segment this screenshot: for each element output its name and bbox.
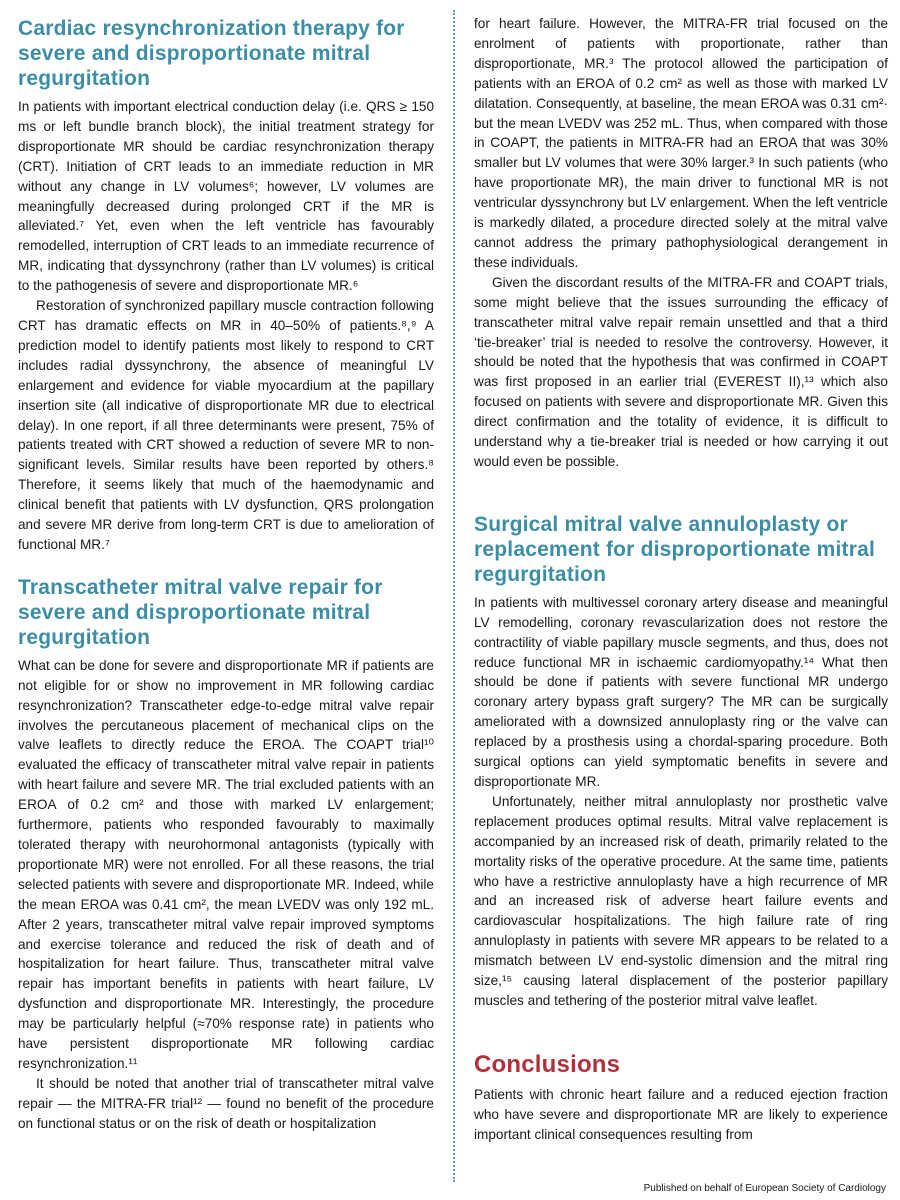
paragraph: What can be done for severe and disproportionate MR if patients are not eligible for or show no improvement in MR following cardiac resynchronization? Transcatheter edge-to-edge mitral valve repair involves the percutaneous placement of mechanical clips on the valve leaflets to directly reduce the EROA. The COAPT trial¹⁰ evaluated the efficacy of transcatheter mitral valve repair in patients with heart failure and severe MR. The trial excluded patients with an EROA of 0.2 cm² and those with marked LV enlargement; furthermore, patients who responded favourably to maximally tolerated therapy with neurohormonal antagonists (typically with proportionate MR) were not enrolled. For all these reasons, the trial selected patients with severe and disproportionate MR. Indeed, while the mean EROA was 0.41 cm², the mean LVEDV was only 192 mL. After 2 years, transcatheter mitral valve repair improved symptoms and exercise tolerance and reduced the risk of death and of hospitalization for heart failure. Thus, transcatheter mitral valve repair has important benefits in patients with heart failure, LV dysfunction and disproportionate MR. Interestingly, the procedure may be particularly helpful (≈70% response rate) in patients who have persistent disproportionate MR following cardiac resynchronization.¹¹	[18, 657, 434, 1071]
left-column	[18, 0, 434, 1134]
section-heading-transcatheter: Transcatheter mitral valve repair for severe and disproportionate mitral regurgitation	[18, 575, 383, 649]
section-heading-surgical: Surgical mitral valve annuloplasty or replacement for disproportionate mitral regurgitation	[474, 512, 876, 586]
section-heading-crt: Cardiac resynchronization therapy for severe and disproportionate mitral regurgitation	[18, 17, 405, 90]
paragraph: In patients with important electrical conduction delay (i.e. QRS ≥ 150 ms or left bundle branch block), the initial treatment strategy for disproportionate MR should be cardiac resynchronization therapy (CRT). Initiation of CRT leads to an immediate reduction in MR without any change in LV volumes⁶; however, LV volumes are meaningfully decreased during prolonged CRT if the MR is alleviated.⁷ Yet, even when the left ventricle has favourably remodelled, interruption of CRT leads to an immediate recurrence of MR, indicating that dyssynchrony (rather than LV volumes) is critical to the pathogenesis of severe and disproportionate MR.⁶	[18, 99, 434, 294]
section-heading-conclusions: Conclusions	[474, 1050, 621, 1078]
paragraph: Restoration of synchronized papillary muscle contraction following CRT has dramatic effects on MR in 40–50% of patients.⁸,⁹ A prediction model to identify patients most likely to respond to CRT includes radial dyssynchrony, the absence of meaningful LV enlargement and evidence for viable myocardium at the papillary insertion site (all indicative of disproportionate MR due to electrical delay). In one report, if all three determinants were present, 75% of patients treated with CRT showed a reduction of severe MR to non-significant levels. Similar results have been reported by others.⁸ Therefore, it seems likely that much of the haemodynamic and clinical benefit that patients with LV dysfunction, QRS prolongation and severe MR derive from long-term CRT is due to amelioration of functional MR.⁷	[18, 298, 434, 552]
paragraph: for heart failure. However, the MITRA-FR trial focused on the enrolment of patients with proportionate, rather than disproportionate, MR.³ The protocol allowed the participation of patients with an EROA of 0.2 cm² as well as those with marked LV dilatation. Consequently, at baseline, the mean EROA was 0.31 cm²· but the mean LVEDV was 252 mL. Thus, when compared with those in COAPT, the patients in MITRA-FR had an EROA that was 30% smaller but LV volumes that were 30% larger.³ In such patients (who have proportionate MR), the main driver to functional MR is not ventricular dyssynchrony but LV enlargement. When the left ventricle is markedly dilated, a procedure directed solely at the mitral valve cannot address the primary pathophysiological derangement in these individuals.	[474, 16, 888, 270]
column-divider	[453, 10, 455, 1182]
paragraph: Unfortunately, neither mitral annuloplasty nor prosthetic valve replacement produces optimal results. Mitral valve replacement is accompanied by an increased risk of death, primarily related to the mortality risks of the operative procedure. At the same time, patients who have a restrictive annuloplasty have a high recurrence of MR and an increased risk of adverse heart failure events and cardiovascular hospitalizations. The high failure rate of ring annuloplasty in patients with severe MR appears to be related to a mismatch between LV end-systolic dimension and the mitral ring size,¹⁵ causing lateral displacement of the posterior papillary muscles and tethering of the posterior mitral valve leaflet.	[474, 793, 888, 1008]
paragraph: Patients with chronic heart failure and a reduced ejection fraction who have severe and disproportionate MR are likely to experience important clinical consequences resulting from	[474, 1086, 888, 1142]
publisher-footer: Published on behalf of European Society of Cardiology	[643, 1183, 886, 1194]
paragraph: It should be noted that another trial of transcatheter mitral valve repair — the MITRA-FR trial¹² — found no benefit of the procedure on functional status or on the risk of death or hospitalization	[18, 1075, 434, 1131]
paragraph: In patients with multivessel coronary artery disease and meaningful LV remodelling, coronary revascularization does not restore the contractility of viable papillary muscle segments, and thus, does not reduce functional MR in ischaemic cardiomyopathy.¹⁴ What then should be done if patients with severe functional MR undergo coronary artery bypass graft surgery? The MR can be surgically ameliorated with a downsized annuloplasty ring or the valve can replaced by a prosthesis using a chordal-sparing procedure. Both surgical options can yield symptomatic benefits in severe and disproportionate MR.	[474, 594, 888, 789]
paragraph: Given the discordant results of the MITRA-FR and COAPT trials, some might believe that the issues surrounding the efficacy of transcatheter mitral valve repair remain unsettled and that a third ‘tie-breaker’ trial is needed to resolve the controversy. However, it should be noted that the hypothesis that was confirmed in COAPT was first proposed in an earlier trial (EVEREST II),¹³ which also focused on patients with severe and disproportionate MR. Given this direct confirmation and the totality of evidence, it is difficult to understand why a tie-breaker trial is needed or how carrying it out would even be possible.	[474, 274, 888, 469]
right-column	[474, 0, 888, 1145]
